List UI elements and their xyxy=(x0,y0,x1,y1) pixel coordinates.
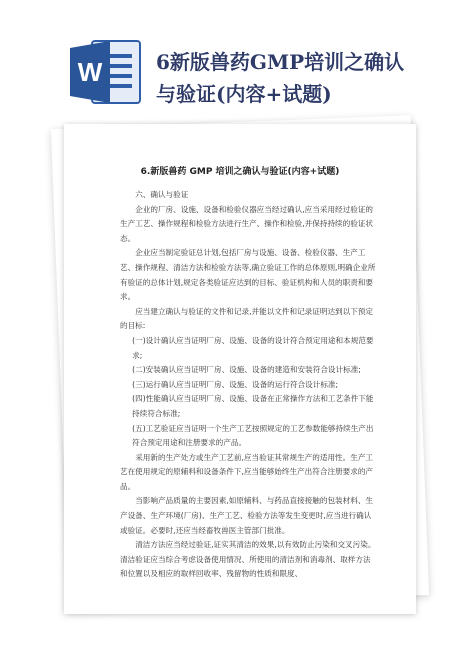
document-title: 6.新版兽药 GMP 培训之确认与验证(内容+试题) xyxy=(140,167,340,177)
list-item: (二)安装确认应当证明厂房、设施、设备的建造和安装符合设计标准; xyxy=(132,365,361,375)
paragraph: 采用新的生产处方或生产工艺前,应当验证其常规生产的适用性。生产工艺在使用规定的原辅料和设备条件下,应当能够始终生产出符合注册要求的产品。 xyxy=(120,452,374,491)
section-heading: 六、确认与验证 xyxy=(135,190,189,199)
word-icon xyxy=(68,38,142,106)
header xyxy=(0,0,474,128)
list-item: (四)性能确认应当证明厂房、设施、设备在正常操作方法和工艺条件下能持续符合标准; xyxy=(132,394,374,418)
paragraph: 当影响产品质量的主要因素,如原辅料、与药品直接接触的包装材料、生产设备、生产环境(厂房)、生产工艺、检验方法等发生变更时,应当进行确认或验证。必要时,还应当经畜牧兽医主管部门批准。 xyxy=(120,496,374,535)
svg-text:W: W xyxy=(77,57,103,87)
paragraph: 清洁方法应当经过验证,证实其清洁的效果,以有效防止污染和交叉污染。清洁验证应当综合考虑设备使用情况、所使用的清洁剂和消毒剂、取样方法和位置以及相应的取样回收率、残留物的性质和限度、 xyxy=(120,540,376,579)
list-item: (五)工艺验证应当证明一个生产工艺按照规定的工艺参数能够持续生产出符合预定用途和注册要求的产品。 xyxy=(132,423,374,448)
document-page xyxy=(64,124,416,614)
title-line-2: 与验证(内容+试题) xyxy=(156,82,332,106)
paragraph: 企业的厂房、设施、设备和检验仪器应当经过确认,应当采用经过验证的生产工艺、操作规程和检验方法进行生产、操作和检验,并保持持续的验证状态。 xyxy=(120,204,374,243)
paragraph: 应当建立确认与验证的文件和记录,并能以文件和记录证明达到以下预定的目标: xyxy=(120,306,374,331)
list-item: (一)设计确认应当证明厂房、设施、设备的设计符合预定用途和本规范要求; xyxy=(132,335,374,360)
title-line-1: 6新版兽药GMP培训之确认 xyxy=(156,50,405,74)
paragraph: 企业应当制定验证总计划,包括厂房与设施、设备、检验仪器、生产工艺、操作规程、清洁方法和检验方法等,确立验证工作的总体原则,明确企业所有验证的总体计划,规定各类验证应达到的目标、验证机构和人员的职责和要求。 xyxy=(120,248,376,302)
page-title xyxy=(156,46,456,110)
document-body xyxy=(120,188,378,582)
list-item: (三)运行确认应当证明厂房、设施、设备的运行符合设计标准; xyxy=(132,379,339,389)
